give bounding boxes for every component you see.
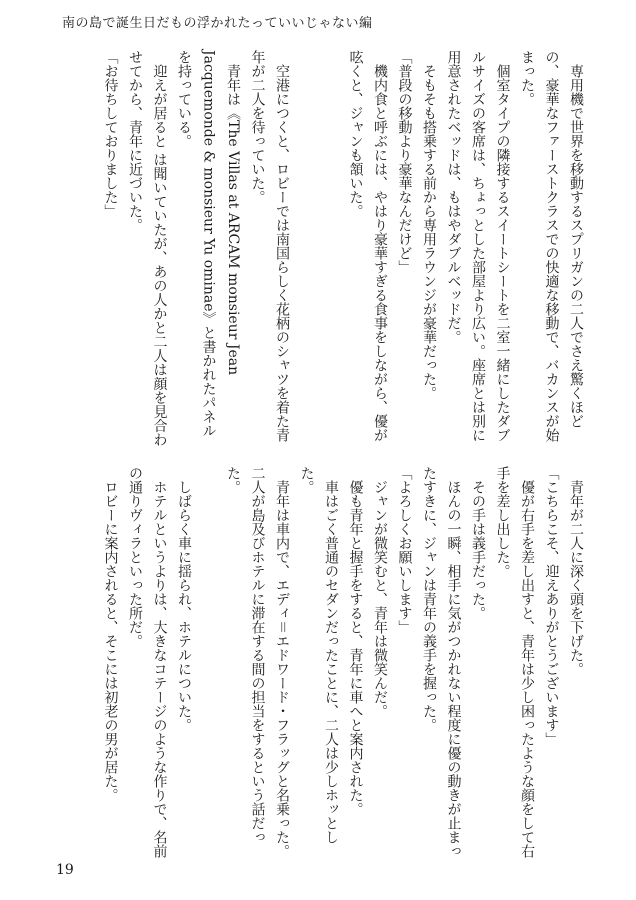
- page-number: 19: [56, 862, 74, 878]
- text-line: 機内食と呼ぶには、やはり豪華すぎる食事をしながら、優が: [372, 50, 388, 442]
- text-line: ロビーに案内されると、そこには初老の男が居た。: [102, 466, 119, 802]
- text-line: [319, 50, 344, 444]
- text-line: まった。: [519, 50, 535, 106]
- text-block-lower: [98, 466, 588, 860]
- text-line: 年が二人を待っていた。: [249, 50, 266, 204]
- text-line: しばらく車に揺られ、ホテルについた。: [176, 466, 192, 732]
- text-line: た。: [298, 466, 315, 494]
- text-line: せてから、青年に近づいた。: [127, 50, 143, 232]
- text-block-upper: [98, 50, 588, 447]
- text-line: 呟くと、ジャンも頷いた。: [347, 50, 364, 218]
- text-line: Jacquemonde & monsieur Yu ominae》と書かれたパネル: [200, 50, 217, 438]
- running-header: 南の島で誕生日だもの浮かれたっていいじゃない編: [62, 16, 373, 31]
- text-line: 手を差し出した。: [494, 466, 511, 578]
- text-line: ルサイズの客席は、ちょっとした部屋より広い。座席とは別に: [470, 50, 486, 442]
- text-line: たすきに、ジャンは青年の義手を握った。: [421, 466, 437, 732]
- text-line: [196, 466, 221, 860]
- text-line: た。: [225, 466, 241, 494]
- text-line: 青年は車内で、エディ＝エドワード・フラッグと名乗った。: [274, 466, 290, 858]
- text-line: 「よろしくお願いします」: [396, 466, 413, 634]
- text-line: その手は義手だった。: [470, 466, 486, 620]
- text-line: 車はごく普通のセダンだったことに、二人は少しホッとし: [323, 466, 339, 844]
- text-line: ジャンが微笑むと、青年は微笑んだ。: [372, 466, 388, 718]
- text-line: の通りヴィラといった所だ。: [127, 466, 143, 648]
- text-line: 二人が島及びホテルに滞在する間の担当をするという話だっ: [249, 466, 266, 844]
- text-line: 「お待ちしておりました」: [102, 50, 119, 218]
- text-line: を持っている。: [176, 50, 192, 148]
- text-line: [294, 50, 319, 444]
- text-line: 個室タイプの隣接するスイートシートを二室一緒にしたダブ: [494, 50, 511, 442]
- text-line: 迎えが居ると は聞いていたが、あの人かと二人は顔を見合わ: [151, 50, 168, 447]
- text-line: 優も青年と握手をすると、青年に車へと案内された。: [347, 466, 364, 816]
- text-line: 専用機で世界を移動するスプリガンの二人でさえ驚くほど: [568, 50, 584, 428]
- text-line: 用意されたベッドは、もはやダブルベッドだ。: [445, 50, 462, 344]
- text-line: 空港につくと、ロビーでは南国らしく花柄のシャツを着た青: [274, 50, 290, 442]
- text-line: の、豪華なファーストクラスでの快適な移動で、バカンスが始: [543, 50, 560, 442]
- text-line: そもそも搭乗する前から専用ラウンジが豪華だった。: [421, 50, 437, 400]
- text-line: 優が右手を差し出すと、青年は少し困ったような顔をして右: [519, 466, 535, 858]
- text-line: 「普段の移動より豪華なんだけど」: [396, 50, 413, 274]
- text-line: ほんの一瞬、相手に気がつかれない程度に優の動きが止まっ: [445, 466, 462, 858]
- text-line: 「こちらこそ、迎えありがとうございます」: [543, 466, 560, 746]
- text-line: 青年が二人に深く頭を下げた。: [568, 466, 584, 676]
- text-line: 青年は《The Villas at ARCAM monsieur Jean: [225, 50, 241, 376]
- text-line: ホテルというよりは、大きなコテージのような作りで、名前: [151, 466, 168, 858]
